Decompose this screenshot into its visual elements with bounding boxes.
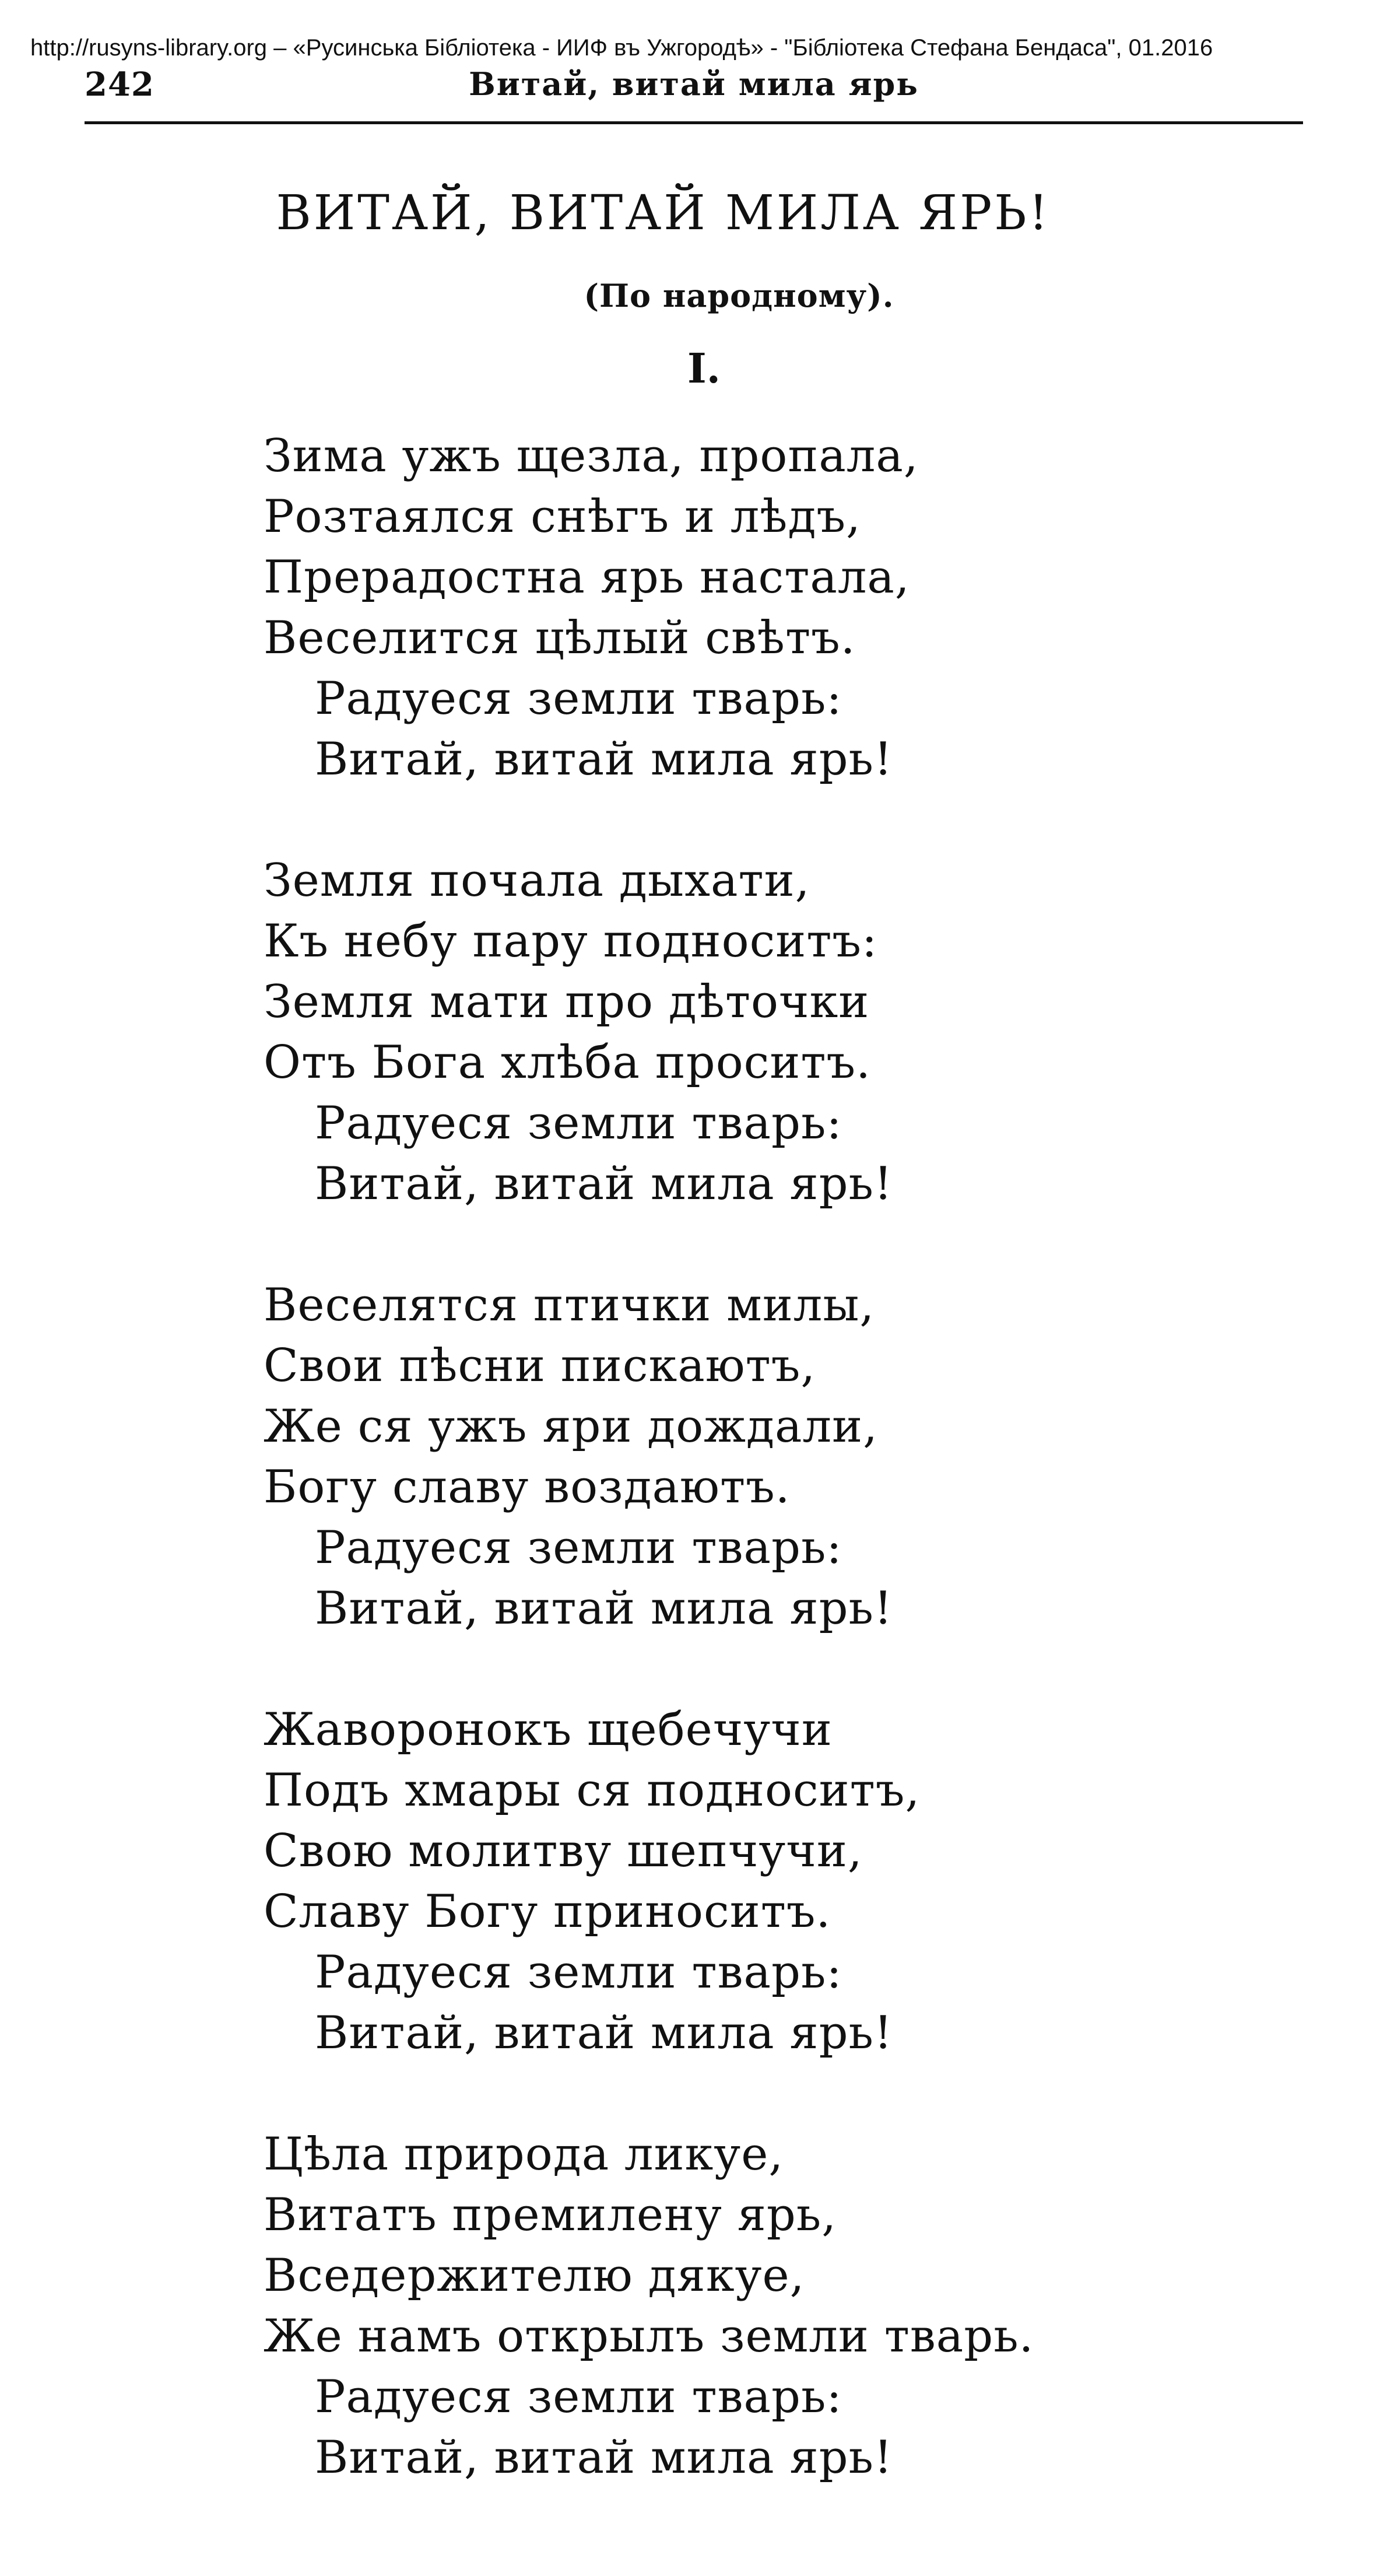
section-numeral: I. [687,344,721,392]
refrain-line: Радуеся земли тварь: [315,1946,842,1999]
verse-line: Прерадостна ярь настала, [264,551,910,604]
verse-line: Къ небу пару подноситъ: [264,915,878,968]
verse-line: Славу Богу приноситъ. [264,1885,831,1938]
header-rule [85,121,1303,124]
verse-line: Цѣла природа ликуе, [264,2128,784,2181]
verse-line: Жаворонокъ щебечучи [264,1704,833,1756]
stanza [264,1275,1138,1639]
refrain-line: Витай, витай мила ярь! [315,2431,893,2484]
verse-line: Земля мати про дѣточки [264,976,870,1028]
verse-line: Витатъ премилену ярь, [264,2189,837,2241]
verse-line: Веселится цѣлый свѣтъ. [264,612,856,664]
refrain-line: Витай, витай мила ярь! [315,2007,893,2059]
refrain-line: Радуеся земли тварь: [315,1522,842,1574]
stanza [264,850,1138,1214]
refrain-line: Витай, витай мила ярь! [315,733,893,786]
poem-body [264,426,1138,2549]
refrain-line: Радуеся земли тварь: [315,672,842,725]
stanza [264,1699,1138,2063]
verse-line: Же намъ открылъ земли тварь. [264,2310,1034,2363]
verse-line: Же ся ужъ яри дождали, [264,1400,878,1453]
refrain-line: Витай, витай мила ярь! [315,1582,893,1635]
verse-line: Вседержителю дякуе, [264,2249,805,2302]
verse-line: Зима ужъ щезла, пропала, [264,430,919,482]
poem-title: ВИТАЙ, ВИТАЙ МИЛА ЯРЬ! [276,185,1051,241]
refrain-line: Радуеся земли тварь: [315,2371,842,2423]
running-title: Витай, витай мила ярь [469,65,919,103]
verse-line: Подъ хмары ся подноситъ, [264,1764,921,1817]
refrain-line: Витай, витай мила ярь! [315,1158,893,1210]
refrain-line: Радуеся земли тварь: [315,1097,842,1149]
verse-line: Богу славу воздаютъ. [264,1461,791,1513]
stanza [264,426,1138,790]
page-number: 242 [85,65,154,104]
verse-line: Отъ Бога хлѣба проситъ. [264,1036,871,1089]
poem-subtitle: (По народному). [584,277,894,314]
verse-line: Свою молитву шепчучи, [264,1825,863,1877]
verse-line: Розтаялся снѣгъ и лѣдъ, [264,490,861,543]
running-header [85,65,1303,112]
verse-line: Земля почала дыхати, [264,854,810,907]
verse-line: Веселятся птички милы, [264,1279,875,1331]
stanza [264,2124,1138,2488]
verse-line: Свои пѣсни пискаютъ, [264,1340,816,1392]
source-url-line: http://rusyns-library.org – «Русинська Бібліотека - ИИФ въ Ужгородѣ» - "Бібліотека Стефана Бендаса", 01.2016 [30,35,1213,61]
